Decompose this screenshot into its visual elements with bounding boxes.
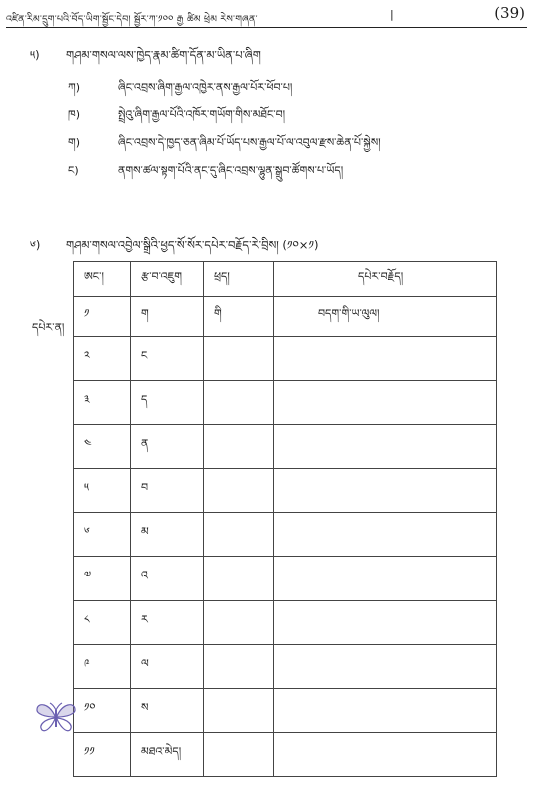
example-cell[interactable] <box>274 733 497 777</box>
row-number: ༨ <box>74 601 131 645</box>
table-header-row <box>74 262 497 297</box>
butterfly-icon <box>34 700 78 734</box>
question-6-text: གཤམ་གསལ་འབྱེལ་སྒྲིའི་ཕྱད་སོ་སོར་དཔེར་བརྗོད་རེ་བྲིས། (༡༠×༡) <box>66 238 319 252</box>
option-label: ཁ) <box>68 108 80 121</box>
root-letter: ན <box>131 425 204 469</box>
example-cell[interactable] <box>274 513 497 557</box>
table-row <box>74 645 497 689</box>
example-cell[interactable] <box>274 645 497 689</box>
row-number: ༡༡ <box>74 733 131 777</box>
particle-cell[interactable] <box>204 689 274 733</box>
header-rule <box>6 27 527 28</box>
option-text: ཞིང་འབྲས་དེ་ཁྱད་ཅན་ཞིམ་པོ་ཡོད་པས་རྒྱལ་པོ་ལ་འབུལ་རྫས་ཆེན་པོ་སྐྱེས། <box>118 136 381 149</box>
row-number: ༦ <box>74 513 131 557</box>
particle-cell[interactable] <box>204 601 274 645</box>
table-row <box>74 469 497 513</box>
row-number: ༣ <box>74 381 131 425</box>
particle-cell[interactable] <box>204 381 274 425</box>
row-number: ༧ <box>74 557 131 601</box>
particle-cell[interactable] <box>204 513 274 557</box>
example-cell[interactable] <box>274 689 497 733</box>
header-title: འཛིན་རིམ་དྲུག་པའི་བོད་ཡིག་སྦྱོང་དེབ། སྦྱོར་ཀ་༡༠༠ རྒྱ ཚིམ ཕྲེམ རེས་གཞན་ <box>6 14 258 25</box>
row-number: ༢ <box>74 337 131 381</box>
root-letter: འ <box>131 557 204 601</box>
row-number: ༡༠ <box>74 689 131 733</box>
root-letter: ག <box>131 297 204 337</box>
row-number: ༡ <box>74 297 131 337</box>
table-row <box>74 733 497 777</box>
table-row <box>74 297 497 337</box>
example-cell: བདག་གི་ཡ་ལུལ། <box>274 297 497 337</box>
particle-cell[interactable] <box>204 425 274 469</box>
header-cell: ཕྲད། <box>204 262 274 297</box>
answer-table <box>73 261 497 777</box>
question-6-number: ༦) <box>30 238 41 252</box>
table-row <box>74 689 497 733</box>
root-letter: ས <box>131 689 204 733</box>
header-cell: རྩ་བ་འཇུག <box>131 262 204 297</box>
option-text: སྤྲེའུ་ཞིག་རྒྱལ་པོའི་འཁོར་གཡོག་གིས་མཐོང་བ། <box>118 108 286 121</box>
particle-cell[interactable] <box>204 645 274 689</box>
root-letter: ད <box>131 381 204 425</box>
example-cell[interactable] <box>274 601 497 645</box>
butterfly-wing-upper-right <box>57 705 75 717</box>
root-letter: མ <box>131 513 204 557</box>
row-number: ༥ <box>74 469 131 513</box>
example-cell[interactable] <box>274 425 497 469</box>
question-5-number: ༥) <box>30 48 40 62</box>
root-letter: བ <box>131 469 204 513</box>
particle-cell: གི <box>204 297 274 337</box>
question-5-text: གཤམ་གསལ་ལས་ཁྱེད་རྣམ་ཚིག་དོན་མ་ཡིན་པ་ཞིག <box>66 48 261 62</box>
page-number: (39) <box>494 4 525 22</box>
butterfly-antennae <box>50 703 62 710</box>
header-separator: | <box>390 8 394 21</box>
root-letter: ང <box>131 337 204 381</box>
root-letter: ར <box>131 601 204 645</box>
example-cell[interactable] <box>274 469 497 513</box>
table-row <box>74 381 497 425</box>
table-row <box>74 557 497 601</box>
example-cell[interactable] <box>274 557 497 601</box>
page-header <box>6 4 527 28</box>
example-cell[interactable] <box>274 381 497 425</box>
example-cell[interactable] <box>274 337 497 381</box>
particle-cell[interactable] <box>204 733 274 777</box>
table-row <box>74 513 497 557</box>
root-letter: ལ <box>131 645 204 689</box>
header-cell: ཨང་། <box>74 262 131 297</box>
option-label: ག) <box>68 136 81 149</box>
example-row-label: དཔེར་ན། <box>32 321 65 334</box>
root-letter: མཐའ་མེད། <box>131 733 204 777</box>
option-text: ནགས་ཚལ་སྟག་པོའི་ནང་དུ་ཞིང་འབྲས་ལྷུན་སྒྲུབ་ཚོགས་པ་ཡོད། <box>118 164 344 177</box>
row-number: ༩ <box>74 645 131 689</box>
option-label: ཀ) <box>68 81 81 94</box>
butterfly-wing-lower-left <box>41 718 55 731</box>
butterfly-wing-upper-left <box>37 705 55 717</box>
row-number: ༤ <box>74 425 131 469</box>
option-text: ཞིང་འབྲས་ཞིག་རྒྱལ་འཁྱེར་ནས་རྒྱལ་པོར་ཕོབ་པ། <box>118 81 293 94</box>
header-cell: དཔེར་བརྗོད། <box>274 262 497 297</box>
table-row <box>74 601 497 645</box>
butterfly-wing-lower-right <box>57 718 71 731</box>
table-row <box>74 337 497 381</box>
table-row <box>74 425 497 469</box>
particle-cell[interactable] <box>204 469 274 513</box>
particle-cell[interactable] <box>204 337 274 381</box>
particle-cell[interactable] <box>204 557 274 601</box>
option-label: ང) <box>68 164 79 177</box>
